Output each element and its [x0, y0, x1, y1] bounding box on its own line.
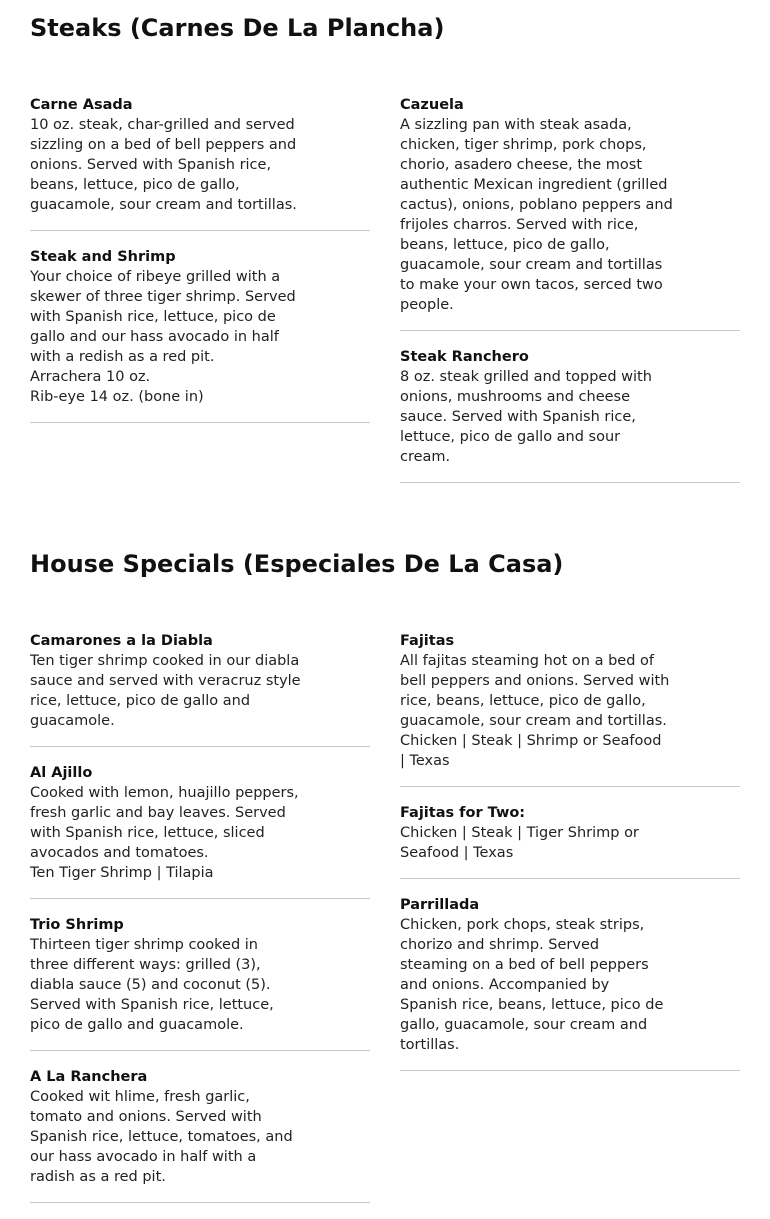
- description-line: sauce and served with veracruz style: [30, 673, 301, 689]
- description-line: sauce. Served with Spanish rice,: [400, 409, 636, 425]
- menu-item-name: Fajitas for Two:: [400, 805, 526, 821]
- menu-item: [400, 631, 740, 787]
- menu-item: [30, 1067, 370, 1203]
- description-line: Ten Tiger Shrimp | Tilapia: [30, 865, 214, 881]
- menu-item-description: [30, 651, 302, 731]
- description-line: fresh garlic and bay leaves. Served: [30, 805, 286, 821]
- description-line: cream.: [400, 449, 451, 465]
- description-line: chorio, asadero cheese, the most: [400, 157, 643, 173]
- description-line: 10 oz. steak, char-grilled and served: [30, 117, 295, 133]
- section-title: House Specials (Especiales De La Casa): [30, 550, 564, 578]
- menu-item-description: [400, 115, 672, 315]
- description-line: three different ways: grilled (3),: [30, 957, 261, 973]
- menu-item: [30, 247, 370, 423]
- menu-item: [30, 95, 370, 231]
- menu-item-name: Fajitas: [400, 633, 455, 649]
- description-line: guacamole.: [30, 713, 115, 729]
- description-line: rice, lettuce, pico de gallo and: [30, 693, 251, 709]
- menu-item-description: [30, 1087, 302, 1187]
- menu-item-name: A La Ranchera: [30, 1069, 148, 1085]
- description-line: Cooked wit hlime, fresh garlic,: [30, 1089, 250, 1105]
- description-line: guacamole, sour cream and tortillas.: [400, 713, 667, 729]
- menu-item-name: Steak and Shrimp: [30, 249, 176, 265]
- menu-item: [400, 803, 740, 879]
- description-line: steaming on a bed of bell peppers: [400, 957, 649, 973]
- description-line: Thirteen tiger shrimp cooked in: [30, 937, 258, 953]
- menu-item-name: Carne Asada: [30, 97, 133, 113]
- description-line: lettuce, pico de gallo and sour: [400, 429, 621, 445]
- description-line: authentic Mexican ingredient (grilled: [400, 177, 668, 193]
- description-line: guacamole, sour cream and tortillas.: [30, 197, 297, 213]
- description-line: A sizzling pan with steak asada,: [400, 117, 632, 133]
- menu-item: [400, 895, 740, 1071]
- menu-item-name: Camarones a la Diabla: [30, 633, 213, 649]
- menu-item-name: Cazuela: [400, 97, 464, 113]
- description-line: our hass avocado in half with a: [30, 1149, 257, 1165]
- menu-item-name: Parrillada: [400, 897, 480, 913]
- description-line: diabla sauce (5) and coconut (5).: [30, 977, 271, 993]
- description-line: gallo, guacamole, sour cream and: [400, 1017, 648, 1033]
- description-line: Chicken | Steak | Tiger Shrimp or: [400, 825, 639, 841]
- menu-item-description: [400, 367, 672, 467]
- description-line: people.: [400, 297, 454, 313]
- description-line: and onions. Accompanied by: [400, 977, 610, 993]
- description-line: radish as a red pit.: [30, 1169, 166, 1185]
- menu-item: [400, 95, 740, 331]
- menu-item: [400, 347, 740, 483]
- description-line: gallo and our hass avocado in half: [30, 329, 279, 345]
- description-line: All fajitas steaming hot on a bed of: [400, 653, 655, 669]
- description-line: Cooked with lemon, huajillo peppers,: [30, 785, 299, 801]
- right-column: [400, 95, 740, 499]
- right-column: [400, 631, 740, 1087]
- description-line: Arrachera 10 oz.: [30, 369, 151, 385]
- description-line: Ten tiger shrimp cooked in our diabla: [30, 653, 300, 669]
- menu-item: [30, 915, 370, 1051]
- description-line: Chicken, pork chops, steak strips,: [400, 917, 645, 933]
- description-line: bell peppers and onions. Served with: [400, 673, 670, 689]
- description-line: onions, mushrooms and cheese: [400, 389, 631, 405]
- description-line: with a redish as a red pit.: [30, 349, 215, 365]
- section-house-specials: [30, 536, 740, 1185]
- description-line: with Spanish rice, lettuce, sliced: [30, 825, 265, 841]
- description-line: to make your own tacos, serced two: [400, 277, 663, 293]
- description-line: Served with Spanish rice, lettuce,: [30, 997, 274, 1013]
- menu-item-description: [400, 651, 672, 771]
- left-column: [30, 631, 370, 1219]
- description-line: guacamole, sour cream and tortillas: [400, 257, 663, 273]
- menu-item-name: Al Ajillo: [30, 765, 93, 781]
- section-steaks: [30, 0, 740, 465]
- menu-item-description: [400, 915, 672, 1055]
- description-line: cactus), onions, poblano peppers and: [400, 197, 673, 213]
- menu-item-name: Trio Shrimp: [30, 917, 124, 933]
- menu-item: [30, 631, 370, 747]
- menu-item-name: Steak Ranchero: [400, 349, 529, 365]
- menu-item-description: [30, 267, 302, 407]
- description-line: onions. Served with Spanish rice,: [30, 157, 272, 173]
- description-line: frijoles charros. Served with rice,: [400, 217, 639, 233]
- menu-item: [30, 763, 370, 899]
- description-line: | Texas: [400, 753, 450, 769]
- description-line: chorizo and shrimp. Served: [400, 937, 600, 953]
- description-line: Chicken | Steak | Shrimp or Seafood: [400, 733, 662, 749]
- description-line: beans, lettuce, pico de gallo,: [400, 237, 610, 253]
- menu-item-description: [30, 935, 302, 1035]
- menu-item-description: [400, 823, 672, 863]
- description-line: 8 oz. steak grilled and topped with: [400, 369, 652, 385]
- description-line: beans, lettuce, pico de gallo,: [30, 177, 240, 193]
- description-line: sizzling on a bed of bell peppers and: [30, 137, 297, 153]
- description-line: tomato and onions. Served with: [30, 1109, 262, 1125]
- description-line: Your choice of ribeye grilled with a: [30, 269, 281, 285]
- left-column: [30, 95, 370, 439]
- menu-item-description: [30, 783, 302, 883]
- description-line: chicken, tiger shrimp, pork chops,: [400, 137, 647, 153]
- description-line: Spanish rice, beans, lettuce, pico de: [400, 997, 664, 1013]
- description-line: tortillas.: [400, 1037, 460, 1053]
- description-line: with Spanish rice, lettuce, pico de: [30, 309, 276, 325]
- description-line: skewer of three tiger shrimp. Served: [30, 289, 296, 305]
- description-line: Rib-eye 14 oz. (bone in): [30, 389, 204, 405]
- description-line: avocados and tomatoes.: [30, 845, 209, 861]
- description-line: rice, beans, lettuce, pico de gallo,: [400, 693, 646, 709]
- description-line: pico de gallo and guacamole.: [30, 1017, 244, 1033]
- menu-item-description: [30, 115, 302, 215]
- description-line: Spanish rice, lettuce, tomatoes, and: [30, 1129, 293, 1145]
- description-line: Seafood | Texas: [400, 845, 514, 861]
- section-title: Steaks (Carnes De La Plancha): [30, 14, 445, 42]
